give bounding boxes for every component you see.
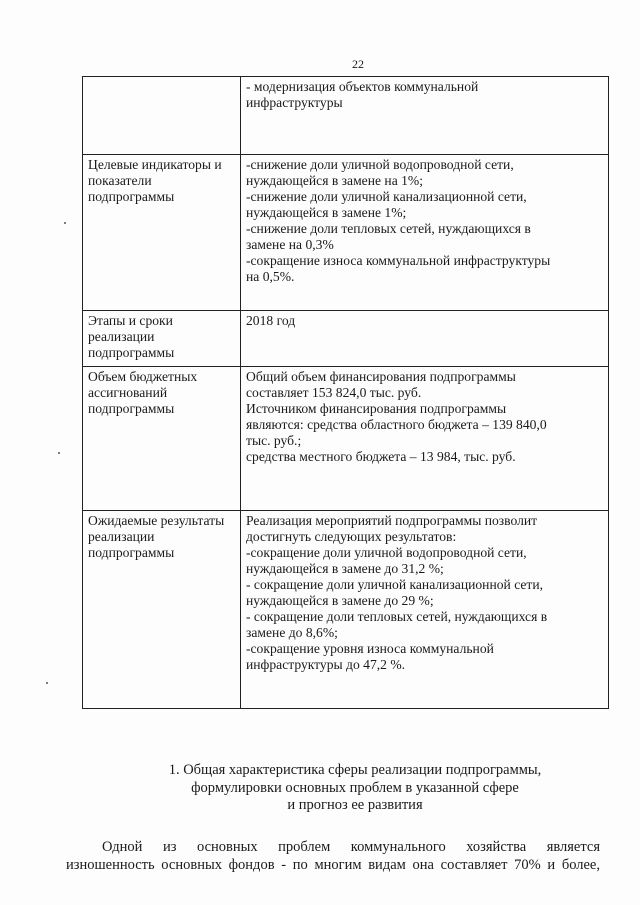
row-value-line: Источником финансирования подпрограммы [246,401,507,416]
row-value-line: нуждающейся в замене до 31,2 %; [246,561,444,576]
row-label-cell [83,367,241,511]
paragraph-line: Одной из основных проблем коммунального хозяйства является [102,839,600,855]
row-value-line: замене на 0,3% [246,237,334,252]
row-label: Ожидаемые результаты реализации подпрограммы [88,513,225,560]
row-value-line: замене до 8,6%; [246,625,338,640]
row-label-cell [83,155,241,311]
row-label-cell [83,311,241,367]
table-row [83,367,609,511]
row-value-line: -сокращение износа коммунальной инфраструктуры [246,253,551,268]
row-value-line: достигнуть следующих результатов: [246,529,457,544]
row-label: Объем бюджетных ассигнований подпрограммы [88,369,198,416]
row-value-line: - сокращение доли тепловых сетей, нуждающихся в [246,609,548,624]
section-title-line: и прогноз ее развития [287,797,423,813]
row-value-line: нуждающейся в замене до 29 %; [246,593,434,608]
row-value-line: на 0,5%. [246,269,295,284]
row-value-line: тыс. руб.; [246,433,302,448]
row-value-line: средства местного бюджета – 13 984, тыс. руб. [246,449,516,464]
row-label: Целевые индикаторы и показатели подпрограммы [88,157,222,204]
row-value-line: - сокращение доли уличной канализационной сети, [246,577,544,592]
body-paragraph [66,838,600,874]
row-value-line: -снижение доли уличной водопроводной сети, [246,157,514,172]
row-label-cell [83,77,241,155]
page-number: 22 [352,57,364,71]
row-value-line: -сокращение доли уличной водопроводной сети, [246,545,527,560]
row-value-cell [241,367,609,511]
scan-speck [64,222,66,224]
table-row [83,155,609,311]
row-value-cell [241,155,609,311]
row-value-cell [241,511,609,709]
row-value-line: составляет 153 824,0 тыс. руб. [246,385,422,400]
row-value-line: -снижение доли уличной канализационной сети, [246,189,527,204]
scan-speck [46,682,48,684]
row-value-line: -сокращение уровня износа коммунальной [246,641,494,656]
row-value-line: 2018 год [246,313,296,328]
row-value-line: инфраструктуры [246,95,343,110]
row-value-line: Реализация мероприятий подпрограммы позволит [246,513,538,528]
scan-speck [58,452,60,454]
row-value-line: - модернизация объектов коммунальной [246,79,479,94]
row-value-cell [241,311,609,367]
section-title [120,762,590,815]
row-value-line: нуждающейся в замене на 1%; [246,173,424,188]
section-title-line: формулировки основных проблем в указанной сфере [191,779,519,796]
paragraph-line: изношенность основных фондов - по многим видам она составляет 70% и более, [66,857,600,873]
table-row [83,511,609,709]
row-value-line: нуждающейся в замене 1%; [246,205,407,220]
table-row [83,311,609,367]
row-value-line: Общий объем финансирования подпрограммы [246,369,516,384]
row-value-cell [241,77,609,155]
row-value-line: -снижение доли тепловых сетей, нуждающихся в [246,221,531,236]
table-row [83,77,609,155]
row-label: Этапы и сроки реализации подпрограммы [88,313,175,360]
row-value-line: являются: средства областного бюджета – 139 840,0 [246,417,547,432]
passport-table [82,76,609,709]
section-title-line: 1. Общая характеристика сферы реализации подпрограммы, [168,762,542,778]
row-label-cell [83,511,241,709]
row-value-line: инфраструктуры до 47,2 %. [246,657,406,672]
